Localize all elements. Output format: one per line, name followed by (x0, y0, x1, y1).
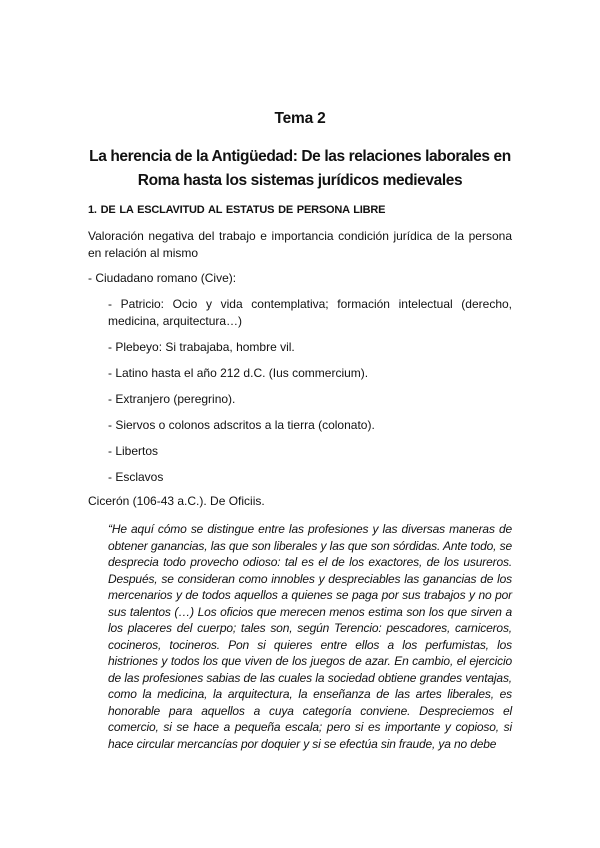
chapter-number: Tema 2 (274, 110, 326, 127)
cicero-quote: “He aquí cómo se distingue entre las profesiones y las diversas maneras de obtener ganancias, las que son liberales y las que son sórdidas. Ante todo, se desprecia todo provecho odioso: tal es el de los exactores, de los usureros. Después, se consideran como innobles y despreciables las ganancias de los mercenarios y de todos aquellos a quienes se paga por sus trabajos y no por sus talentos (…) Los oficios que merecen menos estima son los que sirven a los placeres del cuerpo; tales son, según Terencio: pescadores, carniceros, cocineros, tocineros. Pon si quieres entre ellos a los perfumistas, los histriones y todos los que viven de los juegos de azar. En cambio, el ejercicio de las profesiones sabias de las cuales la sociedad obtiene grandes ventajas, como la medicina, la arquitectura, la enseñanza de las artes liberales, es honorable para aquellos a cuya categoría conviene. Despreciemos el comercio, si se hace a pequeña escala; pero si es importante y copioso, si hace circular mercancías por doquier y si se efectúa sin fraude, ya no debe (108, 522, 512, 751)
list-item-patricio: - Patricio: Ocio y vida contemplativa; formación intelectual (derecho, medicina, arquitectura…) (108, 297, 512, 328)
cive-label: - Ciudadano romano (Cive): (88, 271, 237, 285)
list-item-latino: - Latino hasta el año 212 d.C. (Ius commercium). (108, 366, 369, 380)
section-heading: 1. DE LA ESCLAVITUD AL ESTATUS DE PERSONA LIBRE (88, 204, 386, 216)
list-item-libertos: - Libertos (108, 444, 159, 458)
list-item-plebeyo: - Plebeyo: Si trabajaba, hombre vil. (108, 340, 295, 354)
intro-paragraph: Valoración negativa del trabajo e importancia condición jurídica de la persona en relación al mismo (88, 229, 512, 260)
list-item-extranjero: - Extranjero (peregrino). (108, 392, 236, 406)
cicero-reference: Cicerón (106-43 a.C.). De Oficiis. (88, 494, 265, 508)
chapter-title: La herencia de la Antigüedad: De las relaciones laborales en Roma hasta los sistemas jurídicos medievales (89, 148, 511, 189)
list-item-siervos: - Siervos o colonos adscritos a la tierra (colonato). (108, 418, 375, 432)
list-item-esclavos: - Esclavos (108, 470, 164, 484)
